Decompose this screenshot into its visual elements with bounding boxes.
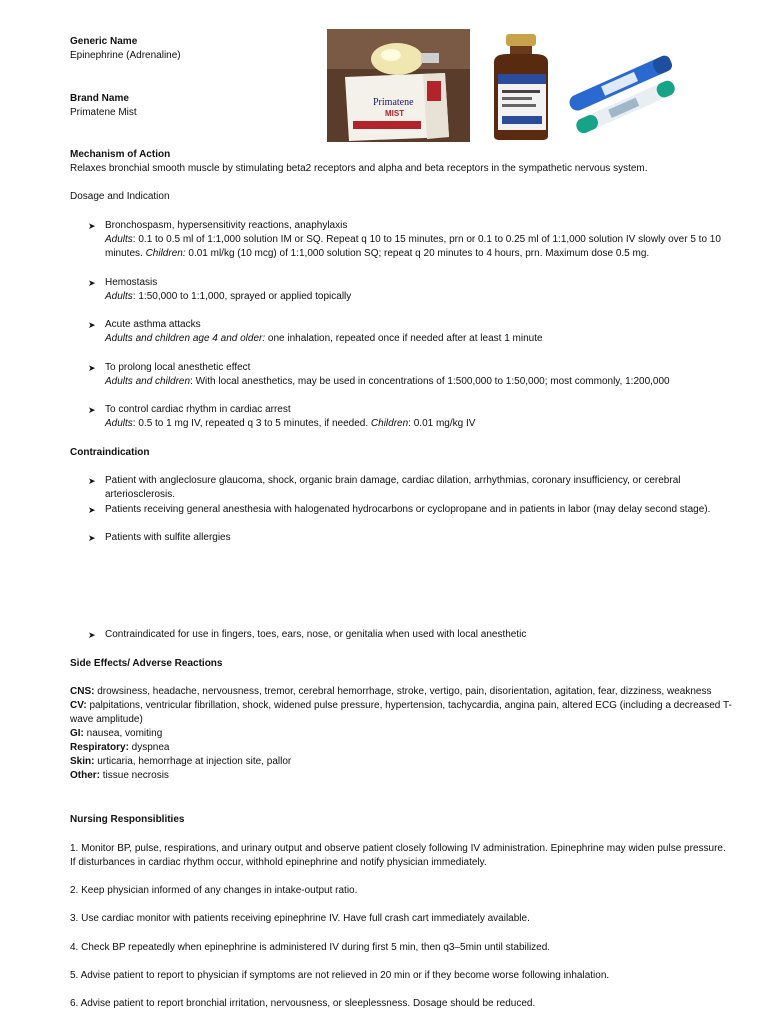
nursing-heading: Nursing Responsiblities [70, 814, 185, 825]
dosage-item [88, 361, 732, 389]
dosage-item-title: Acute asthma attacks [105, 319, 201, 330]
dosage-item-detail: Adults: 0.1 to 0.5 ml of 1:1,000 solution IM or SQ. Repeat q 10 to 15 minutes, prn or 0.1 to 0.25 ml of 1:1,000 solution IV slowly over 5 to 10 minutes. Children: 0.01 ml/kg (10 mcg) of 1:1,000 solution SQ; repeat q 20 minutes to 4 hours, prn. Maximum dose 0.5 mg. [105, 234, 721, 259]
generic-name-heading: Generic Name [70, 36, 138, 47]
arrow-bullet-icon: ➤ [88, 405, 96, 415]
primatene-box-graphic [327, 29, 470, 142]
arrow-bullet-icon: ➤ [88, 630, 96, 640]
arrow-bullet-icon: ➤ [88, 533, 96, 543]
side-effect-entry: Other: tissue necrosis [70, 770, 169, 781]
dosage-item [88, 276, 732, 304]
primatene-box-photo [327, 29, 470, 142]
side-effect-entry: GI: nausea, vomiting [70, 728, 163, 739]
auto-injector-graphic [562, 44, 686, 134]
box-brand-text: Primatene [373, 97, 414, 108]
mechanism-heading: Mechanism of Action [70, 149, 171, 160]
mechanism-section [70, 148, 732, 176]
dosage-item [88, 219, 732, 261]
side-effect-entry: CV: palpitations, ventricular fibrillation, shock, widened pulse pressure, hypertension, tachycardia, angina pain, altered ECG (including a decreased T-wave amplitude) [70, 700, 732, 725]
arrow-bullet-icon: ➤ [88, 476, 96, 486]
box-mist-text: MIST [385, 109, 405, 118]
arrow-bullet-icon: ➤ [88, 505, 96, 515]
dosage-item-title: Bronchospasm, hypersensitivity reactions, anaphylaxis [105, 220, 348, 231]
dosage-item-detail: Adults and children age 4 and older: one inhalation, repeated once if needed after at least 1 minute [105, 333, 543, 344]
brand-name-heading: Brand Name [70, 93, 129, 104]
dosage-item-title: Hemostasis [105, 277, 158, 288]
contraindication-item: ➤ Contraindicated for use in fingers, toes, ears, nose, or genitalia when used with local anesthetic [88, 629, 527, 640]
arrow-bullet-icon: ➤ [88, 221, 96, 231]
side-effect-entry: CNS: drowsiness, headache, nervousness, tremor, cerebral hemorrhage, stroke, vertigo, pain, disorientation, agitation, fear, dizziness, weakness [70, 686, 712, 697]
arrow-bullet-icon: ➤ [88, 278, 96, 288]
contraindication-heading: Contraindication [70, 447, 150, 458]
nursing-item: 6. Advise patient to report bronchial irritation, nervousness, or sleeplessness. Dosage should be reduced. [70, 998, 536, 1009]
contraindication-item: ➤ Patients with sulfite allergies [88, 532, 231, 543]
nursing-item: 4. Check BP repeatedly when epinephrine is administered IV during first 5 min, then q3–5min until stabilized. [70, 942, 551, 953]
dosage-item-detail: Adults: 0.5 to 1 mg IV, repeated q 3 to 5 minutes, if needed. Children: 0.01 mg/kg IV [105, 418, 476, 429]
generic-name-value: Epinephrine (Adrenaline) [70, 50, 181, 61]
mechanism-text: Relaxes bronchial smooth muscle by stimulating beta2 receptors and alpha and beta receptors in the sympathetic nervous system. [70, 163, 648, 174]
nursing-item: 2. Keep physician informed of any changes in intake-output ratio. [70, 885, 358, 896]
side-effect-entry: Skin: urticaria, hemorrhage at injection site, pallor [70, 756, 292, 767]
dosage-item-detail: Adults: 1:50,000 to 1:1,000, sprayed or applied topically [105, 291, 352, 302]
arrow-bullet-icon: ➤ [88, 363, 96, 373]
epinephrine-vial-photo [484, 32, 556, 143]
nursing-item: 5. Advise patient to report to physician if symptoms are not relieved in 20 min or if they become worse following inhalation. [70, 970, 610, 981]
side-effects-heading: Side Effects/ Adverse Reactions [70, 658, 223, 669]
dosage-item-detail: Adults and children: With local anesthetics, may be used in concentrations of 1:500,000 to 1:50,000; most commonly, 1:200,000 [105, 376, 670, 387]
nursing-item: 3. Use cardiac monitor with patients receiving epinephrine IV. Have full crash cart immediately available. [70, 913, 530, 924]
nursing-item: 1. Monitor BP, pulse, respirations, and urinary output and observe patient closely following IV administration. Epinephrine may widen pulse pressure. If disturbances in cardiac rhythm occur, withhold epinephrine and notify physician immediately. [70, 843, 726, 868]
dosage-item-title: To control cardiac rhythm in cardiac arrest [105, 404, 291, 415]
vial-graphic [484, 32, 556, 143]
dosage-item-title: To prolong local anesthetic effect [105, 362, 251, 373]
arrow-bullet-icon: ➤ [88, 320, 96, 330]
dosage-item [88, 403, 732, 431]
dosage-item [88, 318, 732, 346]
contraindication-item: ➤ Patient with angleclosure glaucoma, shock, organic brain damage, cardiac dilation, arrhythmias, coronary insufficiency, or cerebral arteriosclerosis. [88, 475, 681, 500]
auto-injector-photo [562, 44, 686, 134]
side-effects-list [70, 685, 732, 783]
brand-name-value: Primatene Mist [70, 107, 137, 118]
side-effect-entry: Respiratory: dyspnea [70, 742, 170, 753]
dosage-heading: Dosage and Indication [70, 191, 170, 202]
contraindication-item: ➤ Patients receiving general anesthesia with halogenated hydrocarbons or cyclopropane and in patients in labor (may delay second stage). [88, 504, 711, 515]
